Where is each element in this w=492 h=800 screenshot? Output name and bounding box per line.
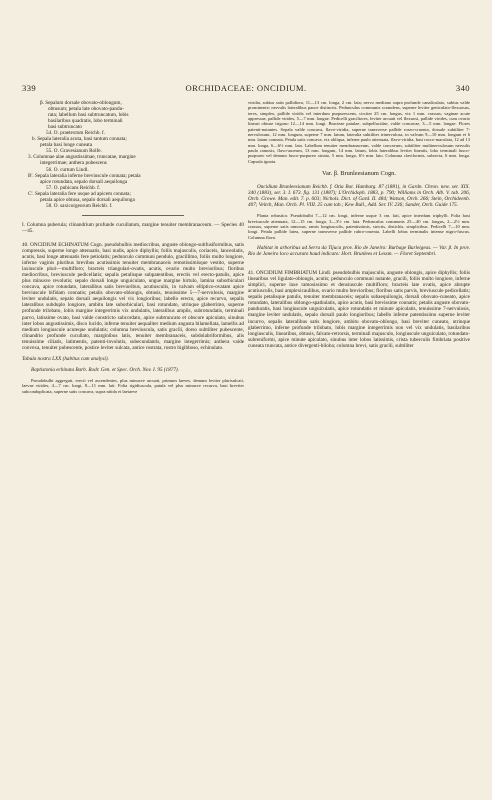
key-line-text: petala apice obtusa, sepalo dorsali aequilonga xyxy=(40,196,135,203)
tabula-note: Tabula nostra LXX (habitus cum analysi). xyxy=(22,355,109,362)
key-line-text: 55. O. Gravesianum Rolfe. xyxy=(46,148,102,155)
key-line-text: apice rotundata, sepalo dorsali aequilonga xyxy=(40,178,128,185)
key-line-text: rata; labellum basi subtruncatum, lobis xyxy=(48,112,129,119)
variety-heading: Var. β. Brunleesianum Cogn. xyxy=(322,170,396,178)
left-column xyxy=(22,100,244,394)
key-line-text: obtusum; petala late obovato-pandu- xyxy=(48,106,124,113)
right-column xyxy=(248,100,470,349)
key-line-text: C'. Sepala lateralia fere usque ad apicem connata; xyxy=(28,190,131,197)
running-title: ORCHIDACEAE: ONCIDIUM. xyxy=(185,83,307,93)
page-header xyxy=(22,83,470,97)
key-line-text: 58. O. saxicorgeorum Reichb. f. xyxy=(46,202,113,209)
key-line-text: 54. O. praetextum Reichb. f. xyxy=(46,130,106,137)
divider xyxy=(82,215,184,216)
key-line-text: B'. Sepala lateralia inferne breviuscule connata; petala xyxy=(28,172,141,179)
page-number-left: 339 xyxy=(22,83,37,93)
key-line-text: β. Sepalum dorsale obovato-oblongum, xyxy=(40,100,122,106)
variety-citations: Oncidium Brunleesianum Reichb. f. Otia Bot. Hamburg. 87 (1881), in Gardn. Chron. new. ser. XIX. 340 (1883), ser. 3. I. 673. fig. 131 (1887); L'Orchidoph. 1883, p. 790; Williams in Orch. Alb. V. tab. 206, Orch. Growe. Man. edit. 7. p. 603; Nichols. Dict. of Gard. II. 484; Watson, Orch. 266; Stein, Orchideenb. 407; Veitch, Man. Orch. Pl. VIII. 25 cum tab.; Kew Bull., Add. Ser. IV. 236; Sander, Orch. Guide 175. xyxy=(248,184,470,209)
section-closing: I. Columna puberula; clinandrium profunde cucullatum, margine tenuiter membranaceum. — Species 40—45. xyxy=(22,221,244,234)
key-line xyxy=(28,203,244,209)
synonym-citation: Baptistonia echinata Barb. Rodr. Gen. et Spec. Orch. Nov. I. 95 (1877). xyxy=(31,366,179,373)
habitat-note: Habitat in arboribus ad Serra da Tijuca prov. Rio de Janeiro: Burbage Burleigeas. — Var. β. In prov. Rio de Janeiro loco accurato haud indicato: Hort. Brunlees et Lessm. — Floret Septembri. xyxy=(248,245,470,258)
species-40-description: 40. ONCIDIUM ECHINATUM Cogn. pseudobulbis mediocribus, anguste oblongo-subfusiformibus, satis compressis, superne longe attenuatis, basi nudis, apice diphyllis; foliis majusculis, coriaceis, lanceolatis, acutis, basi longe attenuatis fere petiolatis; pedunculo communi pendulo, gracillimo, foliis multo longiore, inferne vaginis pluribus brevibus acutissimis tenuiter membranaceis remotissimisque vestito, superne laxiuscule pluri—multifloro; bracteis triangulari-ovatis, acutis, ovario multo brevioribus; floribus mediocribus, breviuscule pedicellatis; sepalis petalisque subpatentibus, erectis vel erecto-patulis, apice plus minusve revolutis; sepalo dorsali longe unguiculato, ungue margine hirtulo, lamina suborbiculari concava, apice rotundato, lateralibus satis brevioribus, acutiusculis, in valvam elliptico-ovatam apice breviuscule bifidam connatis; petalis obovato-oblongis, obtusis, tenuissime 5—7-nervulosis, margine leviter undulatis, sepalo dorsali aequilongis vel vix longioribus; labello erecto, apice recurvo, sepalis lateralibus subduplo longiore, ambitu late suborbiculari, basi rotundato, utrinque glaberrimo, superne profunde trilobato, lobis margine integerrimis vix undulatis, lateralibus amplis, subrotundatis, terminali parvo, latissime ovato, basi valde constricto subcordato, apice subtruncato et obscure apiculato, sinubus inter lobos angustissimis, disco lucido, inferne tenuiter aequaliter medium angusta bilamellata, lamellis ad medium longiuscule acuteque undulatis; columna breviuscula, satis gracili, dorso subtiliter pubescente, clinandrio profunde cucullato, marginibus latis, tenuiter membranaceis, subdolabriformibus, alis tenuissime ciliatis, latimentis, patenti-involutis, subecundantis, margine integerrimis; anthera valde convexa, tenuiter pubescente, postice leviter sulcata, antice rostrata, rostro bigibboso, echinulato. xyxy=(22,241,244,351)
key-line-text: integerrimae; anthera pubescens xyxy=(40,160,107,167)
key-line-text: 56. O. curtum Lindl. xyxy=(46,166,89,173)
key-line-text: basi subtruncato xyxy=(48,124,82,131)
key-line-text: 3. Columnae alae angustissimae, truncatae, margine xyxy=(28,154,136,161)
detailed-description-continued: viridia, subtus satis pallidiora, 11—13 cm. longa, 2 cm. lata; nervo mediano supra profunde canaliculato, subtus valde prominente; nervulis lateralibus pauce distinctis. Pedunculus communis scrandens, superne leviter geniculato-flexuosus, teres, simplex, pallide viridis vel interdum purpurescens, circiter 25 cm. longus, vix 1 mm. crassus; vaginae acute appressae, pallide virides, 5—7 mm. longae. Pedicelli graciliores, leviter arcuati vel flexuosi, pallide virides, cum ovario lineari obtuse trigono 12—14 mm. longi. Bracteae patulae, subpellucidae, valde concavae, 3—5 mm. longae. Flores patenti-nutantes. Sepala valde concava, flavo-viridia, superne transverse pallide roseo-cruenta, dorsale subtiliter 7-nervulosum, 12 mm. longum, superne 7 mm. latum, lateralia subtiliter trinervulosa, in valvam 9—10 mm. longam et 6 mm. latam connata. Petala satis concava, vix obliqua, inferne paulo attenuata, flavo-viridia, basi rosco-maculata, 12 ad 13 mm. longa, 6—6½ mm. lata. Labellum tenuiter membranaceum, valde concavum, subtiliter multinervulosum nervulis paulo ramosis, flavo-aureum, 13 mm. longum, 14 mm. latum, lobis lateralibus leviter lineatis, lobo terminali fusco-purpureo vel demum fusco-purpureo striato, 5 mm. longo, 6½ mm. lato. Columna claviformis, subrecta, 6 mm. longa. Capsula ignota. xyxy=(248,100,470,164)
identification-key xyxy=(28,100,244,209)
species-41-description: 41. ONCIDIUM FIMBRIATUM Lindl. pseudobulbis majusculis, anguste oblongis, apice diphyllis; foliis linearibus vel ligulato-oblongis, acutis; pedunculo communi nutante, gracili, foliis multo longiore, inferne simplici, superne laxe ramosissimo et densiuscule multifloro; bracteis late ovatis, apice abrupte acutiusculis, basi amplexicaulibus, ovario multo brevioribus; floribus satis parvis, breviuscule pedicellatis; sepalis petalisque patulis, tenuiter membranaceis; sepalis subaequilongis, dorsali obovato-cuneato, apice rotundato, lateralibus oblongo-spathulatis, apice acutis, basi brevissime connatis; petalis anguste obovato-panduratis, basi longiuscule unguiculatis, apice rotundatis et minute apiculatis, tenuissime 7-nervulosis, margine leviter undulatis, sepalo dorsali paulo longioribus; labello inferne patentissimo superne leviter incurvo, sepalis lateralibus satis longiore, ambitu obovato-oblongo, basi breviter cuneato, utrinque glaberrimo, inferne profunde trilobato, lobis margine integerrimis non vel vix undulatis, basilaribus longiusculis, linearibus, obtusis, falcato-retrorsis, terminali majusculo, longiuscule unguiculato, rotundato-subreniformi, apice minute apiculato, sinubus inter lobos latissimis, crista tuberculis fimbriata positive cuneata truncata, antice divergenti-biloba; columna brevi, satis gracili, subtiliter xyxy=(248,270,470,349)
key-line-text: petala basi longe cuneata xyxy=(40,142,92,149)
page-number-right: 340 xyxy=(455,83,470,93)
variety-description: Planta robustior. Pseudobulbi 7—12 cm. longi, inferne usque 3 cm. lati, apice interdum triphylli. Folia basi breviuscule attenuata, 12—15 cm. longa, 3—3½ cm. lata. Pedunculus communis 25—40 cm. longus, 2—2½ mm. crassus, superne satis ramosus, ramis longiusculis, patentissimis, strictis, distichis, simplicibus. Pedicelli 7—10 mm. longi. Petala pallide lutea, superne transverse pallide rubro-cruenta. Labelli lobus terminalis intense nigro-fuscus. Columna flava. xyxy=(248,213,470,240)
detailed-description: Pseudobulbi aggregati, erecti vel ascendentes, plus minusve arcuati, primum laeves, demum leviter plurisulcati, laevae virides, 4—7 cm. longi, 8—11 mm. lati. Folia rigidiuscula, patula vel plus minusve recurva, basi breviter subconduplicata, superne satis concava, supra nitida et laetaeve xyxy=(22,377,244,394)
key-line-text: 57. O. pubicans Reichb. f. xyxy=(46,184,101,191)
key-line-text: basilaribus quadratis, lobo terminali xyxy=(48,118,123,125)
key-line-text: b. Sepala lateralia acuta, basi tantum connata; xyxy=(32,136,127,143)
